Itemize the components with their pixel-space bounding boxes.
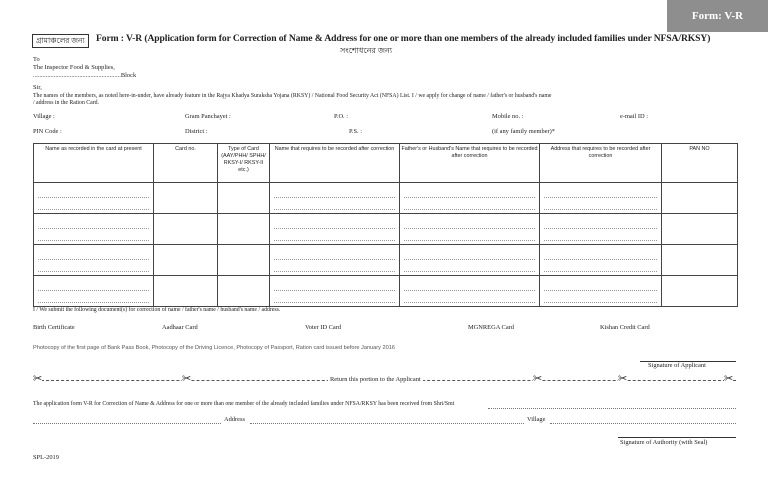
dotted-line (544, 197, 657, 198)
authority-signature-line (618, 437, 736, 438)
dotted-line (38, 197, 149, 198)
table-cell[interactable] (400, 245, 540, 276)
scissors-icon: ✂ (182, 373, 192, 385)
address-label: Address (224, 416, 245, 423)
doc-voter-id-card[interactable]: Voter ID Card (305, 324, 342, 331)
dotted-line (404, 240, 535, 241)
table-cell[interactable] (662, 214, 738, 245)
col-header-card-type: Type of Card (AAY/PHH/ SPHH/ RKSY-I/ RKSY-II etc.) (218, 144, 270, 183)
return-portion-text: Return this portion to the Applicant (330, 376, 421, 383)
address-line[interactable] (250, 416, 524, 424)
table-cell[interactable] (662, 245, 738, 276)
received-from-line[interactable] (488, 401, 736, 409)
table-cell[interactable] (154, 276, 218, 307)
table-cell[interactable] (540, 214, 662, 245)
table-cell[interactable] (400, 214, 540, 245)
intro-text-2: / address in the Ration Card. (33, 100, 100, 106)
block-line: .......................................................Block (33, 72, 137, 79)
doc-birth-certificate[interactable]: Birth Certificate (33, 324, 75, 331)
table-cell[interactable] (218, 276, 270, 307)
docs-intro: I / We submit the following document(s) for correction of name / father's name / husband's name / address. (33, 307, 281, 313)
table-cell[interactable] (400, 276, 540, 307)
dotted-line (274, 271, 395, 272)
scissors-icon: ✂ (533, 373, 543, 385)
pin-field[interactable]: PIN Code : (33, 128, 62, 135)
gram-panchayet-field[interactable]: Gram Panchayet : (185, 113, 231, 120)
authority-signature-label: Signature of Authority (with Seal) (620, 439, 708, 446)
table-cell[interactable] (34, 245, 154, 276)
table-cell[interactable] (270, 276, 400, 307)
dotted-line (274, 240, 395, 241)
table-cell[interactable] (154, 245, 218, 276)
table-cell[interactable] (34, 183, 154, 214)
village-line[interactable] (550, 416, 736, 424)
gram-label: গ্রামাঞ্চলের জন্য (32, 34, 89, 48)
dotted-line (38, 271, 149, 272)
doc-kishan-credit-card[interactable]: Kishan Credit Card (600, 324, 650, 331)
table-cell[interactable] (218, 183, 270, 214)
table-cell[interactable] (270, 183, 400, 214)
table-cell[interactable] (540, 183, 662, 214)
dotted-line (38, 240, 149, 241)
table-cell[interactable] (218, 245, 270, 276)
district-field[interactable]: District : (185, 128, 208, 135)
dotted-line (404, 228, 535, 229)
ps-field[interactable]: P.S. : (349, 128, 362, 135)
correction-table (33, 143, 738, 307)
scissors-icon: ✂ (724, 373, 734, 385)
col-header-address: Address that requires to be recorded after correction (540, 144, 662, 183)
doc-aadhaar-card[interactable]: Aadhaar Card (162, 324, 198, 331)
dotted-line (274, 302, 395, 303)
applicant-signature-label: Signature of Applicant (648, 362, 706, 369)
dotted-line (274, 259, 395, 260)
table-cell[interactable] (540, 276, 662, 307)
dotted-line (404, 209, 535, 210)
if-any-note: (if any family member)* (492, 128, 555, 135)
inspector-label: The Inspector Food & Supplies, (33, 64, 115, 71)
col-header-current-name: Name as recorded in the card at present (34, 144, 154, 183)
table-row (34, 245, 738, 276)
village-label: Village (527, 416, 546, 423)
col-header-father-husband-name: Father's or Husband's Name that requires to be recorded after correction (400, 144, 540, 183)
receipt-text: The application form V-R for Correction of Name & Address for one or more than one member of the already included families under NFSA/RKSY has been received from Shri/Smt (33, 401, 455, 407)
dotted-line (404, 271, 535, 272)
dotted-line (38, 228, 149, 229)
table-header-row (34, 144, 738, 183)
table-cell[interactable] (400, 183, 540, 214)
dotted-line (274, 290, 395, 291)
table-row (34, 183, 738, 214)
dotted-line (38, 290, 149, 291)
table-cell[interactable] (154, 214, 218, 245)
table-cell[interactable] (34, 214, 154, 245)
col-header-pan: PAN NO (662, 144, 738, 183)
dotted-line (544, 228, 657, 229)
table-cell[interactable] (662, 183, 738, 214)
table-cell[interactable] (218, 214, 270, 245)
col-header-new-name: Name that requires to be recorded after correction (270, 144, 400, 183)
dotted-line (544, 209, 657, 210)
footer-code: SPL-2019 (33, 454, 59, 461)
to-label: To (33, 56, 40, 63)
sir-label: Sir, (33, 84, 42, 91)
dotted-line (38, 209, 149, 210)
table-cell[interactable] (662, 276, 738, 307)
table-cell[interactable] (34, 276, 154, 307)
email-field[interactable]: e-mail ID : (620, 113, 649, 120)
table-row (34, 214, 738, 245)
dotted-line (274, 209, 395, 210)
name-line[interactable] (33, 416, 221, 424)
dotted-line (38, 302, 149, 303)
dotted-line (274, 197, 395, 198)
docs-second-line: Photocopy of the first page of Bank Pass Book, Photocopy of the Driving Licence, Photocopy of Passport, Ration card issued before January 2016 (33, 345, 395, 351)
scissors-icon: ✂ (618, 373, 628, 385)
mobile-field[interactable]: Mobile no. : (492, 113, 524, 120)
form-tag: Form: V-R (667, 0, 768, 32)
dotted-line (404, 259, 535, 260)
doc-mgnrega-card[interactable]: MGNREGA Card (468, 324, 514, 331)
dotted-line (544, 290, 657, 291)
dotted-line (544, 302, 657, 303)
dotted-line (404, 302, 535, 303)
dotted-line (544, 259, 657, 260)
dotted-line (404, 197, 535, 198)
intro-text: The names of the members, as noted here-in-under, have already feature in the Rajya Khadya Suraksha Yojana (RKSY) / National Food Security Act (NFSA) List. I / we apply for change of name / father's or husband's name (33, 93, 552, 99)
scissors-icon: ✂ (33, 373, 43, 385)
dotted-line (38, 259, 149, 260)
dotted-line (544, 240, 657, 241)
table-row (34, 276, 738, 307)
form-title: Form : V-R (Application form for Correction of Name & Address for one or more than one members of the already included families under NFSA/RKSY) (96, 33, 711, 44)
dotted-line (544, 271, 657, 272)
dotted-line (274, 228, 395, 229)
table-cell[interactable] (270, 214, 400, 245)
table-cell[interactable] (540, 245, 662, 276)
village-field[interactable]: Village : (33, 113, 55, 120)
po-field[interactable]: P.O. : (334, 113, 349, 120)
dotted-line (404, 290, 535, 291)
col-header-card-no: Card no. (154, 144, 218, 183)
table-cell[interactable] (270, 245, 400, 276)
form-subtitle: সংশোধনের জন্য (340, 46, 393, 55)
table-cell[interactable] (154, 183, 218, 214)
